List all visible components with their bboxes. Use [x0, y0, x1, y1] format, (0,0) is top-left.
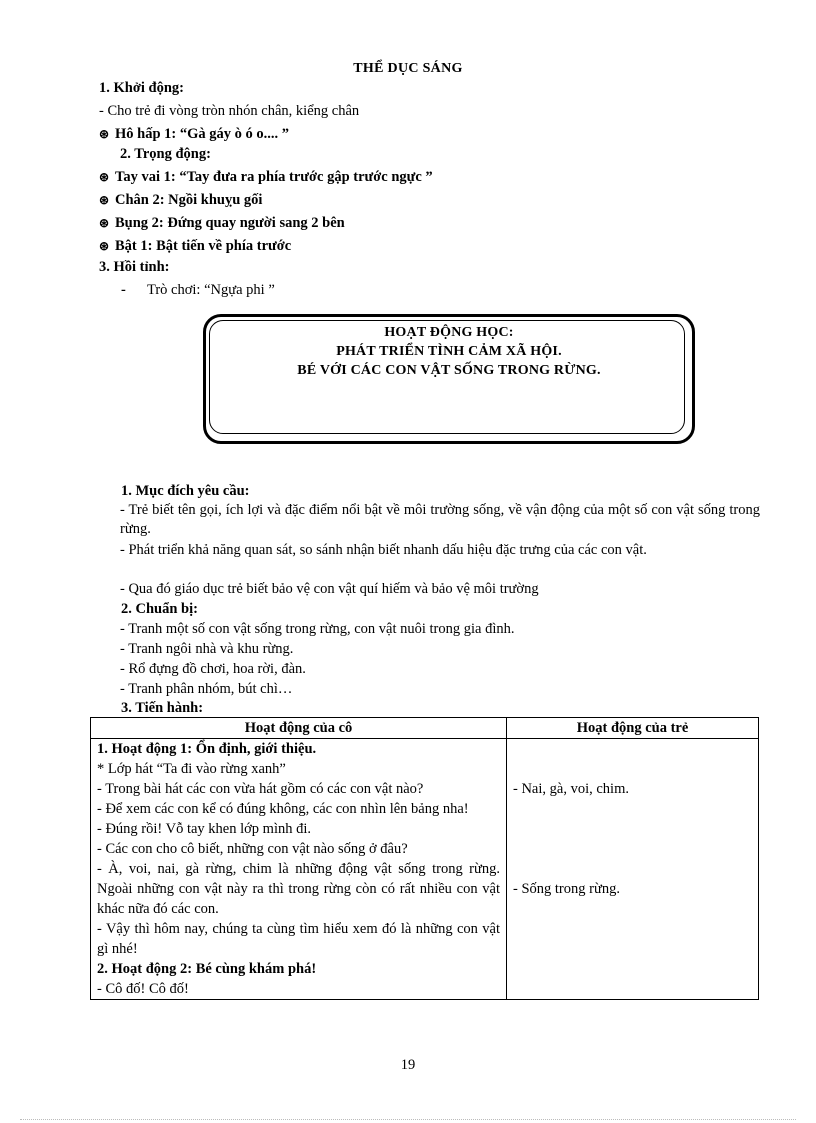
bullet-icon: ⊛ — [99, 170, 110, 184]
bullet-icon: ⊛ — [99, 193, 110, 207]
bullet-icon: ⊛ — [99, 216, 110, 230]
teacher-line: - Vậy thì hôm nay, chúng ta cùng tìm hiểu xem đó là những con vật gì nhé! — [97, 921, 500, 957]
teacher-line: - À, voi, nai, gà rừng, chim là những động vật sống trong rừng. Ngoài những con vật này ra thì trong rừng còn có rất nhiều con vật khác nữa đó các con. — [97, 861, 500, 917]
exercise-jump — [99, 237, 291, 255]
exercise-leg-text: Chân 2: Ngồi khuỵu gối — [115, 192, 263, 208]
teacher-line: - Trong bài hát các con vừa hát gồm có các con vật nào? — [97, 781, 424, 797]
goal-item: - Qua đó giáo dục trẻ biết bảo vệ con vật quí hiếm và bảo vệ môi trường — [120, 581, 539, 597]
prep-heading: 2. Chuẩn bị: — [121, 601, 198, 617]
table-row — [91, 739, 759, 1000]
table-header-row — [91, 718, 759, 739]
prep-item: - Tranh phân nhóm, bút chì… — [120, 681, 293, 697]
prep-item: - Rổ đựng đồ chơi, hoa rời, đàn. — [120, 661, 306, 677]
page-number: 19 — [400, 1057, 416, 1073]
bullet-icon: ⊛ — [99, 127, 110, 141]
goal-item: - Trẻ biết tên gọi, ích lợi và đặc điểm nổi bật về môi trường sống, về vận động của một số con vật sống trong rừng. — [120, 502, 760, 537]
exercise-arm — [99, 168, 433, 186]
lesson-topic: BÉ VỚI CÁC CON VẬT SỐNG TRONG RỪNG. — [297, 363, 601, 378]
warmup-line: - Cho trẻ đi vòng tròn nhón chân, kiểng chân — [99, 103, 360, 119]
prep-item: - Tranh một số con vật sống trong rừng, con vật nuôi trong gia đình. — [120, 621, 515, 637]
exercise-arm-text: Tay vai 1: “Tay đưa ra phía trước gập trước ngực ” — [115, 169, 433, 185]
warmup-heading: 1. Khởi động: — [99, 80, 184, 96]
child-column-header: Hoạt động của trẻ — [507, 718, 759, 739]
activity-2-heading: 2. Hoạt động 2: Bé cùng khám phá! — [97, 961, 317, 977]
exercise-leg — [99, 191, 262, 209]
teacher-line: - Để xem các con kể có đúng không, các con nhìn lên bảng nha! — [97, 801, 469, 817]
cooldown-heading: 3. Hồi tỉnh: — [99, 259, 170, 275]
lesson-subject: PHÁT TRIỂN TÌNH CẢM XÃ HỘI. — [336, 344, 562, 359]
breath-exercise — [99, 125, 289, 143]
dash-marker: - — [121, 282, 126, 298]
proceed-heading: 3. Tiến hành: — [121, 700, 204, 716]
lesson-type: HOẠT ĐỘNG HỌC: — [384, 325, 514, 340]
exercise-belly-text: Bụng 2: Đứng quay người sang 2 bên — [115, 215, 345, 231]
prep-item: - Tranh ngôi nhà và khu rừng. — [120, 641, 294, 657]
goals-heading: 1. Mục đích yêu cầu: — [121, 483, 250, 499]
teacher-line: - Các con cho cô biết, những con vật nào sống ở đâu? — [97, 841, 408, 857]
teacher-line: - Cô đố! Cô đố! — [97, 981, 189, 997]
exercise-belly — [99, 214, 345, 232]
teacher-column-header: Hoạt động của cô — [91, 718, 507, 739]
child-activity-cell — [507, 739, 759, 1000]
activity-1-heading: 1. Hoạt động 1: Ổn định, giới thiệu. — [97, 741, 317, 757]
breath-text: Hô hấp 1: “Gà gáy ò ó o.... ” — [115, 126, 290, 142]
bullet-icon: ⊛ — [99, 239, 110, 253]
game-line: Trò chơi: “Ngựa phi ” — [147, 282, 275, 298]
page-divider — [20, 1119, 796, 1120]
goal-item: - Phát triển khả năng quan sát, so sánh nhận biết nhanh dấu hiệu đặc trưng của các con vật. — [120, 542, 647, 558]
teacher-line: - Đúng rồi! Vỗ tay khen lớp mình đi. — [97, 821, 312, 837]
activity-table — [90, 717, 759, 1000]
child-answer: - Nai, gà, voi, chim. — [513, 781, 629, 797]
exercise-jump-text: Bật 1: Bật tiến về phía trước — [115, 238, 292, 254]
child-answer: - Sống trong rừng. — [513, 881, 620, 897]
teacher-line: * Lớp hát “Ta đi vào rừng xanh” — [97, 761, 286, 777]
teacher-activity-cell — [91, 739, 507, 1000]
page-title: THỂ DỤC SÁNG — [353, 61, 463, 76]
main-exercise-heading: 2. Trọng động: — [120, 146, 211, 162]
